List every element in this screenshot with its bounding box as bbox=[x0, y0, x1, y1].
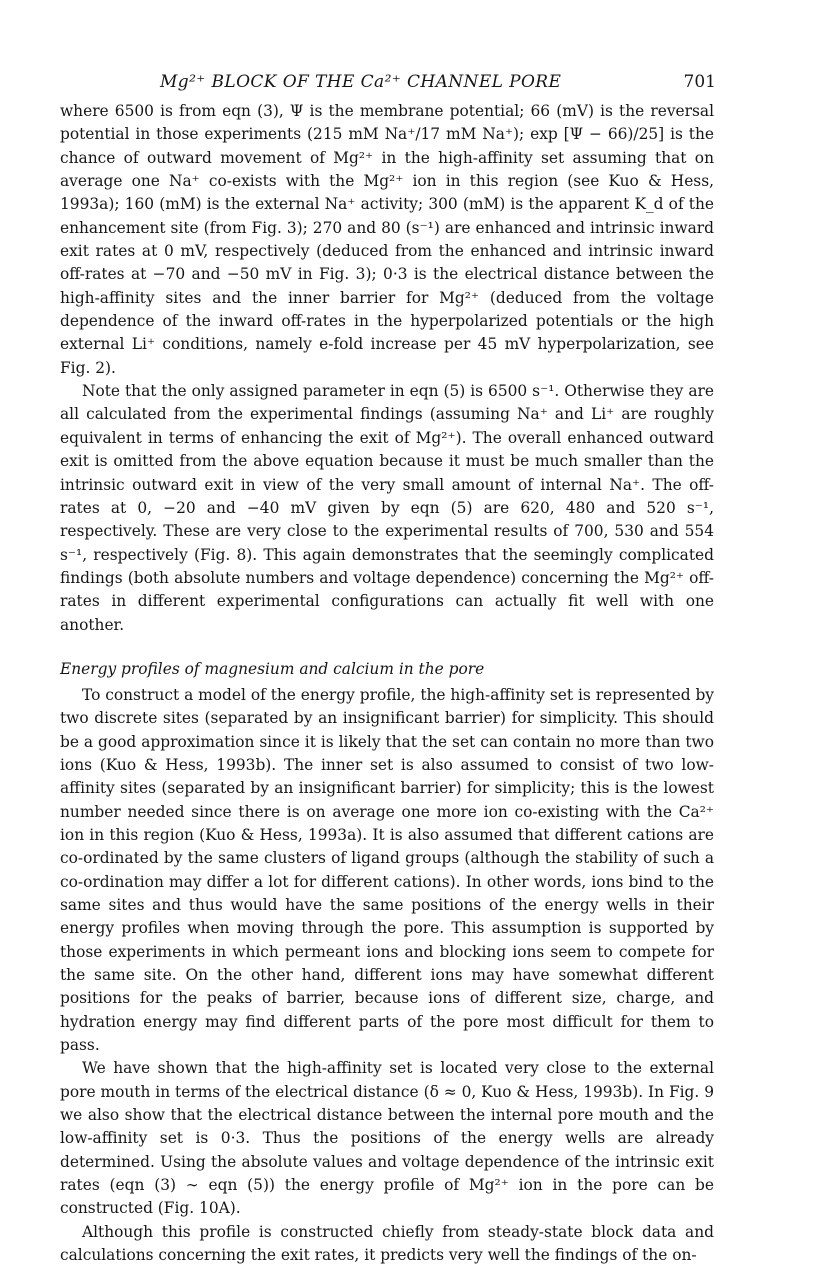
running-title: Mg²⁺ BLOCK OF THE Ca²⁺ CHANNEL PORE bbox=[160, 72, 562, 92]
body-text bbox=[60, 100, 714, 1268]
section-heading: Energy profiles of magnesium and calcium in the pore bbox=[60, 659, 485, 678]
paragraph-continuation: where 6500 is from eqn (3), Ψ is the membrane potential; 66 (mV) is the reversal potential in those experiments (215 mM Na⁺/17 mM Na⁺); exp [Ψ − 66)/25] is the chance of outward movement of Mg²⁺ in the high-affinity set assuming that on average one Na⁺ co-exists with the Mg²⁺ ion in this region (see Kuo & Hess, 1993a); 160 (mM) is the external Na⁺ activity; 300 (mM) is the apparent K_d of the enhancement site (from Fig. 3); 270 and 80 (s⁻¹) are enhanced and intrinsic inward exit rates at 0 mV, respectively (deduced from the enhanced and intrinsic inward off-rates at −70 and −50 mV in Fig. 3); 0·3 is the electrical distance between the high-affinity sites and the inner barrier for Mg²⁺ (deduced from the voltage dependence of the inward off-rates in the hyperpolarized potentials or the high external Li⁺ conditions, namely e-fold increase per 45 mV hyperpolarization, see Fig. 2). bbox=[60, 102, 714, 377]
running-head bbox=[60, 68, 714, 96]
paragraph-note: Note that the only assigned parameter in eqn (5) is 6500 s⁻¹. Otherwise they are all calculated from the experimental findings (assuming Na⁺ and Li⁺ are roughly equivalent in terms of enhancing the exit of Mg²⁺). The overall enhanced outward exit is omitted from the above equation because it must be much smaller than the intrinsic outward exit in view of the very small amount of internal Na⁺. The off-rates at 0, −20 and −40 mV given by eqn (5) are 620, 480 and 520 s⁻¹, respectively. These are very close to the experimental results of 700, 530 and 554 s⁻¹, respectively (Fig. 8). This again demonstrates that the seemingly complicated findings (both absolute numbers and voltage dependence) concerning the Mg²⁺ off-rates in different experimental configurations can actually fit well with one another. bbox=[60, 382, 714, 634]
page-number: 701 bbox=[683, 72, 716, 92]
paragraph-electrical-distance: We have shown that the high-affinity set is located very close to the external pore mouth in terms of the electrical distance (δ ≈ 0, Kuo & Hess, 1993b). In Fig. 9 we also show that the electrical distance between the internal pore mouth and the low-affinity set is 0·3. Thus the positions of the energy wells are already determined. Using the absolute values and voltage dependence of the intrinsic exit rates (eqn (3) ∼ eqn (5)) the energy profile of Mg²⁺ ion in the pore can be constructed (Fig. 10A). bbox=[60, 1059, 714, 1218]
paragraph-prediction: Although this profile is constructed chiefly from steady-state block data and calculations concerning the exit rates, it predicts very well the findings of the on- bbox=[60, 1222, 714, 1265]
paragraph-model: To construct a model of the energy profile, the high-affinity set is represented by two discrete sites (separated by an insignificant barrier) for simplicity. This should be a good approximation since it is likely that the set can contain no more than two ions (Kuo & Hess, 1993b). The inner set is also assumed to consist of two low-affinity sites (separated by an insignificant barrier) for simplicity; this is the lowest number needed since there is on average one more ion co-existing with the Ca²⁺ ion in this region (Kuo & Hess, 1993a). It is also assumed that different cations are co-ordinated by the same clusters of ligand groups (although the stability of such a co-ordination may differ a lot for different cations). In other words, ions bind to the same sites and thus would have the same positions of the energy wells in their energy profiles when moving through the pore. This assumption is supported by those experiments in which permeant ions and blocking ions seem to compete for the same site. On the other hand, different ions may have somewhat different positions for the peaks of barrier, because ions of different size, charge, and hydration energy may find different parts of the pore most difficult for them to pass. bbox=[60, 685, 714, 1055]
